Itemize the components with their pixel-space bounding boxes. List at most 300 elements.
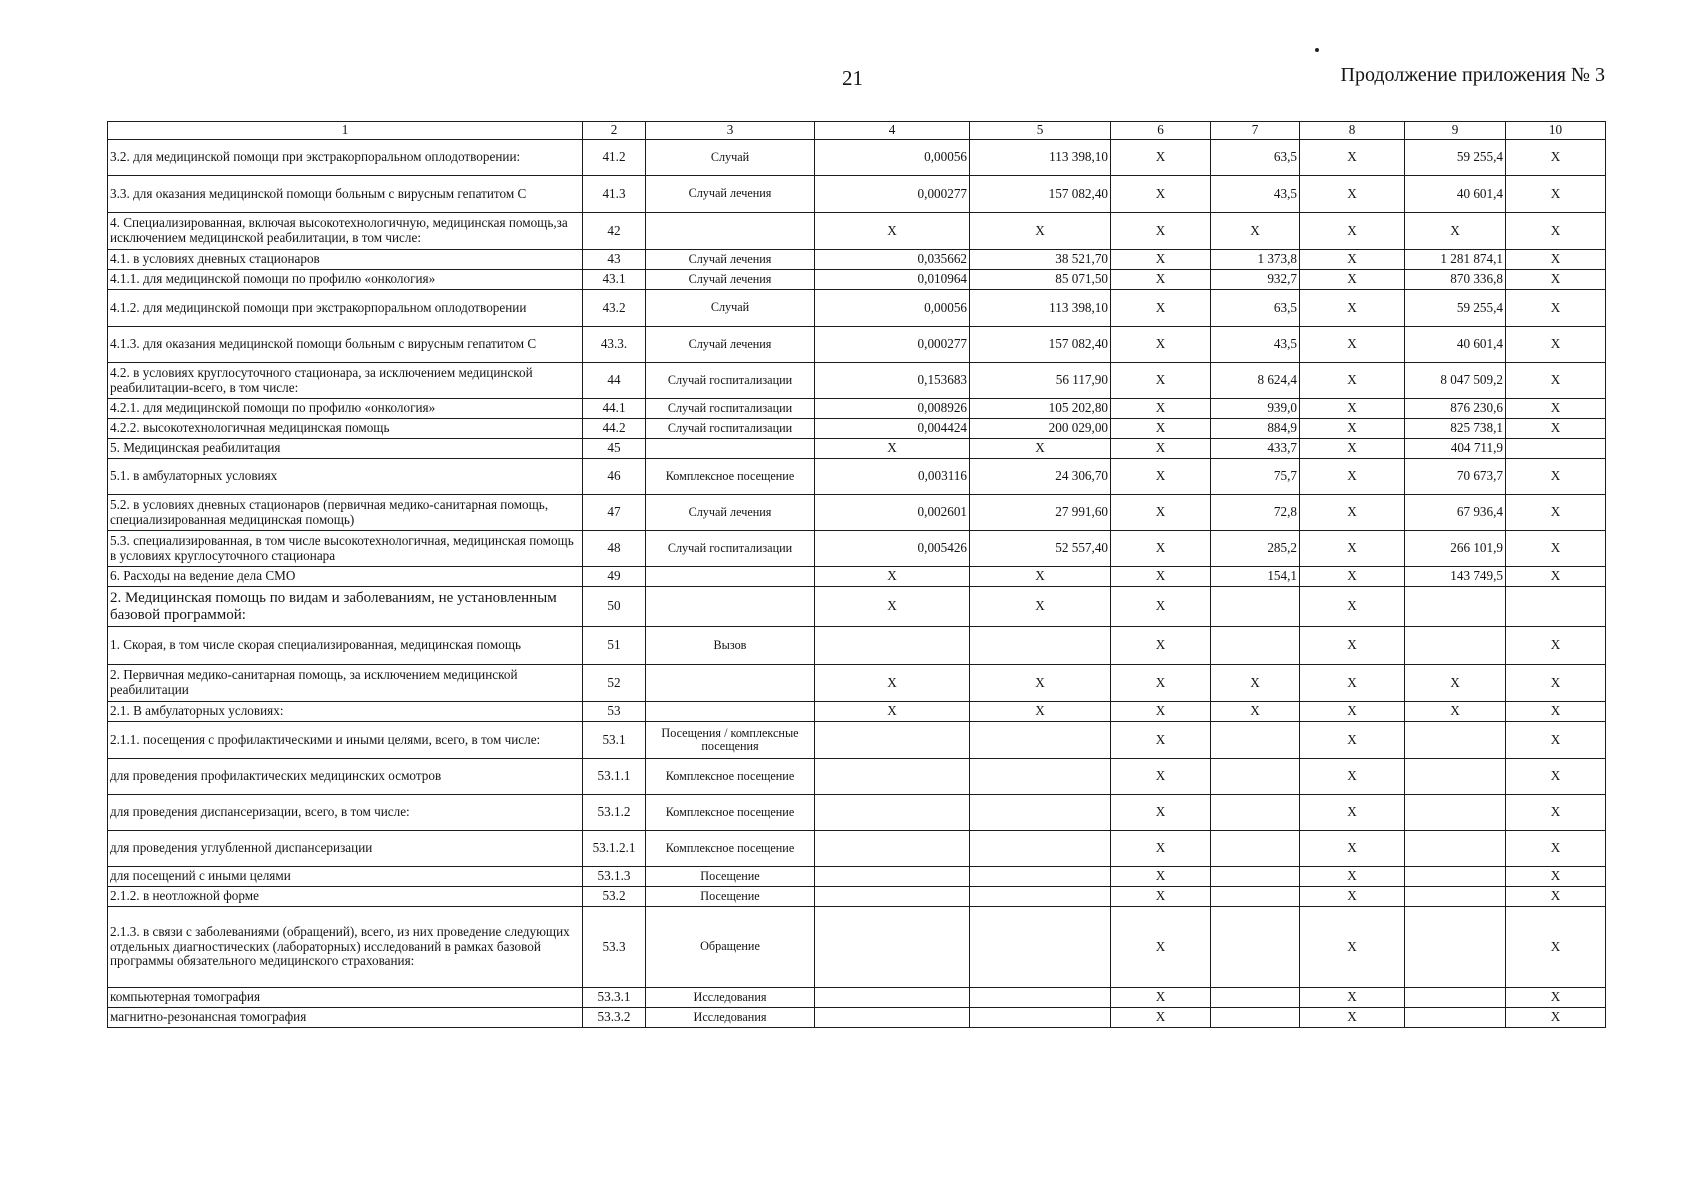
row-code: 53.3.1 (583, 988, 646, 1008)
col7-cell (1211, 907, 1300, 988)
col10-cell: X (1506, 759, 1606, 795)
col8-cell: X (1300, 140, 1405, 176)
col7-cell (1211, 988, 1300, 1008)
col6-cell: X (1111, 140, 1211, 176)
row-code: 52 (583, 665, 646, 702)
cost-norm: X (970, 665, 1111, 702)
col9-cell: 59 255,4 (1405, 290, 1506, 327)
row-code: 50 (583, 587, 646, 627)
table-row (108, 399, 1606, 419)
row-code: 43.3. (583, 327, 646, 363)
col10-cell (1506, 587, 1606, 627)
cost-norm (970, 988, 1111, 1008)
col8-cell: X (1300, 213, 1405, 250)
volume-norm (815, 759, 970, 795)
volume-norm (815, 627, 970, 665)
col10-cell: X (1506, 795, 1606, 831)
cost-norm: 200 029,00 (970, 419, 1111, 439)
col6-cell: X (1111, 887, 1211, 907)
col8-cell: X (1300, 702, 1405, 722)
volume-norm: 0,004424 (815, 419, 970, 439)
col9-cell (1405, 1008, 1506, 1028)
volume-norm: X (815, 213, 970, 250)
col9-cell: 59 255,4 (1405, 140, 1506, 176)
unit-cell: Случай лечения (646, 176, 815, 213)
cost-norm: 157 082,40 (970, 327, 1111, 363)
row-label: 4.2. в условиях круглосуточного стационара, за исключением медицинской реабилитации-всего, в том числе: (108, 363, 583, 399)
col8-cell: X (1300, 722, 1405, 759)
col9-cell (1405, 722, 1506, 759)
column-number: 4 (815, 122, 970, 140)
col6-cell: X (1111, 702, 1211, 722)
column-number: 6 (1111, 122, 1211, 140)
col8-cell: X (1300, 887, 1405, 907)
col6-cell: X (1111, 627, 1211, 665)
col10-cell: X (1506, 250, 1606, 270)
row-code: 51 (583, 627, 646, 665)
col10-cell: X (1506, 270, 1606, 290)
col9-cell: 70 673,7 (1405, 459, 1506, 495)
table-row (108, 1008, 1606, 1028)
col7-cell (1211, 587, 1300, 627)
col10-cell: X (1506, 213, 1606, 250)
col8-cell: X (1300, 867, 1405, 887)
row-code: 53.3 (583, 907, 646, 988)
col10-cell: X (1506, 887, 1606, 907)
col9-cell (1405, 907, 1506, 988)
table-row (108, 867, 1606, 887)
volume-norm (815, 831, 970, 867)
volume-norm: X (815, 587, 970, 627)
col9-cell (1405, 627, 1506, 665)
col9-cell (1405, 795, 1506, 831)
col7-cell (1211, 867, 1300, 887)
row-code: 43.2 (583, 290, 646, 327)
row-label: 1. Скорая, в том числе скорая специализированная, медицинская помощь (108, 627, 583, 665)
col9-cell (1405, 587, 1506, 627)
col10-cell: X (1506, 567, 1606, 587)
cost-norm (970, 795, 1111, 831)
column-number: 3 (646, 122, 815, 140)
table-row (108, 587, 1606, 627)
volume-norm (815, 887, 970, 907)
col6-cell: X (1111, 250, 1211, 270)
unit-cell (646, 567, 815, 587)
cost-norm (970, 759, 1111, 795)
col9-cell: X (1405, 213, 1506, 250)
cost-norm: X (970, 213, 1111, 250)
row-label: 4.1.3. для оказания медицинской помощи больным с вирусным гепатитом С (108, 327, 583, 363)
unit-cell: Случай лечения (646, 327, 815, 363)
table-row (108, 495, 1606, 531)
volume-norm: 0,035662 (815, 250, 970, 270)
unit-cell: Посещение (646, 887, 815, 907)
col7-cell: 63,5 (1211, 290, 1300, 327)
col9-cell: 40 601,4 (1405, 176, 1506, 213)
table-row (108, 627, 1606, 665)
table-row (108, 759, 1606, 795)
col8-cell: X (1300, 759, 1405, 795)
col6-cell: X (1111, 1008, 1211, 1028)
col7-cell (1211, 887, 1300, 907)
col10-cell: X (1506, 702, 1606, 722)
row-label: 5.3. специализированная, в том числе высокотехнологичная, медицинская помощь в условиях круглосуточного стационара (108, 531, 583, 567)
row-label: 2. Медицинская помощь по видам и заболеваниям, не установленным базовой программой: (108, 587, 583, 627)
cost-norm: 56 117,90 (970, 363, 1111, 399)
volume-norm: 0,005426 (815, 531, 970, 567)
row-code: 43.1 (583, 270, 646, 290)
col6-cell: X (1111, 759, 1211, 795)
row-code: 44 (583, 363, 646, 399)
cost-norm: X (970, 567, 1111, 587)
col9-cell: 825 738,1 (1405, 419, 1506, 439)
col10-cell: X (1506, 531, 1606, 567)
table-row (108, 907, 1606, 988)
row-code: 53.1.2.1 (583, 831, 646, 867)
col10-cell: X (1506, 831, 1606, 867)
col6-cell: X (1111, 907, 1211, 988)
col8-cell: X (1300, 290, 1405, 327)
col8-cell: X (1300, 363, 1405, 399)
cost-norm: 38 521,70 (970, 250, 1111, 270)
row-label: 5.2. в условиях дневных стационаров (первичная медико-санитарная помощь, специализированная медицинская помощь) (108, 495, 583, 531)
volume-norm: 0,003116 (815, 459, 970, 495)
cost-norm (970, 722, 1111, 759)
col10-cell: X (1506, 988, 1606, 1008)
col7-cell: 154,1 (1211, 567, 1300, 587)
row-code: 41.3 (583, 176, 646, 213)
col10-cell: X (1506, 459, 1606, 495)
row-label: для проведения углубленной диспансеризации (108, 831, 583, 867)
row-code: 41.2 (583, 140, 646, 176)
volume-norm: X (815, 567, 970, 587)
col10-cell: X (1506, 140, 1606, 176)
col7-cell: 75,7 (1211, 459, 1300, 495)
col6-cell: X (1111, 213, 1211, 250)
col8-cell: X (1300, 439, 1405, 459)
col6-cell: X (1111, 795, 1211, 831)
cost-norm: 85 071,50 (970, 270, 1111, 290)
col7-cell: 932,7 (1211, 270, 1300, 290)
column-number: 5 (970, 122, 1111, 140)
volume-norm (815, 867, 970, 887)
volume-norm: 0,002601 (815, 495, 970, 531)
col8-cell: X (1300, 831, 1405, 867)
volume-norm (815, 988, 970, 1008)
col9-cell (1405, 867, 1506, 887)
column-number-row (108, 122, 1606, 140)
col9-cell: 870 336,8 (1405, 270, 1506, 290)
volume-norm: 0,00056 (815, 290, 970, 327)
row-code: 45 (583, 439, 646, 459)
unit-cell (646, 702, 815, 722)
col9-cell: 876 230,6 (1405, 399, 1506, 419)
unit-cell: Случай лечения (646, 270, 815, 290)
table-row (108, 531, 1606, 567)
col6-cell: X (1111, 176, 1211, 213)
page-number: 21 (842, 66, 863, 90)
col7-cell: 72,8 (1211, 495, 1300, 531)
unit-cell (646, 587, 815, 627)
row-code: 47 (583, 495, 646, 531)
cost-norm (970, 907, 1111, 988)
col8-cell: X (1300, 627, 1405, 665)
row-code: 53.2 (583, 887, 646, 907)
unit-cell: Случай лечения (646, 250, 815, 270)
col7-cell (1211, 759, 1300, 795)
cost-norm: X (970, 587, 1111, 627)
table-body (108, 122, 1606, 1028)
table-row (108, 988, 1606, 1008)
col6-cell: X (1111, 290, 1211, 327)
table-row (108, 722, 1606, 759)
unit-cell: Случай госпитализации (646, 399, 815, 419)
row-label: для проведения профилактических медицинских осмотров (108, 759, 583, 795)
col10-cell: X (1506, 907, 1606, 988)
table-row (108, 665, 1606, 702)
table-row (108, 887, 1606, 907)
col6-cell: X (1111, 988, 1211, 1008)
col7-cell: X (1211, 665, 1300, 702)
unit-cell: Случай госпитализации (646, 363, 815, 399)
col9-cell: 67 936,4 (1405, 495, 1506, 531)
col10-cell: X (1506, 399, 1606, 419)
col8-cell: X (1300, 567, 1405, 587)
col10-cell: X (1506, 176, 1606, 213)
col6-cell: X (1111, 587, 1211, 627)
row-code: 48 (583, 531, 646, 567)
col7-cell: 939,0 (1211, 399, 1300, 419)
unit-cell (646, 439, 815, 459)
table-row (108, 140, 1606, 176)
col6-cell: X (1111, 531, 1211, 567)
volume-norm: 0,000277 (815, 327, 970, 363)
row-label: 2.1. В амбулаторных условиях: (108, 702, 583, 722)
col10-cell: X (1506, 722, 1606, 759)
col7-cell (1211, 795, 1300, 831)
table-row (108, 795, 1606, 831)
cost-norm: X (970, 702, 1111, 722)
unit-cell: Посещение (646, 867, 815, 887)
col7-cell: 433,7 (1211, 439, 1300, 459)
table-row (108, 213, 1606, 250)
cost-norm (970, 867, 1111, 887)
cost-norm: 24 306,70 (970, 459, 1111, 495)
col6-cell: X (1111, 459, 1211, 495)
unit-cell: Случай госпитализации (646, 419, 815, 439)
col8-cell: X (1300, 327, 1405, 363)
row-code: 44.1 (583, 399, 646, 419)
col7-cell: 63,5 (1211, 140, 1300, 176)
col8-cell: X (1300, 270, 1405, 290)
col7-cell: 43,5 (1211, 327, 1300, 363)
col8-cell: X (1300, 531, 1405, 567)
col6-cell: X (1111, 567, 1211, 587)
col10-cell: X (1506, 363, 1606, 399)
cost-norm: 27 991,60 (970, 495, 1111, 531)
cost-norm: 157 082,40 (970, 176, 1111, 213)
row-code: 44.2 (583, 419, 646, 439)
col8-cell: X (1300, 587, 1405, 627)
table-row (108, 290, 1606, 327)
cost-norm (970, 627, 1111, 665)
col8-cell: X (1300, 250, 1405, 270)
col10-cell: X (1506, 867, 1606, 887)
unit-cell: Посещения / комплексные посещения (646, 722, 815, 759)
indicators-table (107, 121, 1606, 1028)
col7-cell: X (1211, 213, 1300, 250)
row-label: 4.1.2. для медицинской помощи при экстракорпоральном оплодотворении (108, 290, 583, 327)
cost-norm: 52 557,40 (970, 531, 1111, 567)
col9-cell: 1 281 874,1 (1405, 250, 1506, 270)
scan-dot (1315, 48, 1319, 52)
row-label: 3.3. для оказания медицинской помощи больным с вирусным гепатитом С (108, 176, 583, 213)
cost-norm: 113 398,10 (970, 290, 1111, 327)
unit-cell: Обращение (646, 907, 815, 988)
col6-cell: X (1111, 419, 1211, 439)
unit-cell: Случай лечения (646, 495, 815, 531)
volume-norm (815, 795, 970, 831)
row-label: компьютерная томография (108, 988, 583, 1008)
cost-norm: 113 398,10 (970, 140, 1111, 176)
col7-cell: 285,2 (1211, 531, 1300, 567)
cost-norm: X (970, 439, 1111, 459)
cost-norm (970, 1008, 1111, 1028)
table-row (108, 327, 1606, 363)
row-code: 53.3.2 (583, 1008, 646, 1028)
col9-cell (1405, 759, 1506, 795)
unit-cell: Комплексное посещение (646, 795, 815, 831)
unit-cell: Комплексное посещение (646, 759, 815, 795)
table-row (108, 176, 1606, 213)
row-code: 43 (583, 250, 646, 270)
row-label: для проведения диспансеризации, всего, в том числе: (108, 795, 583, 831)
row-label: 4.2.2. высокотехнологичная медицинская помощь (108, 419, 583, 439)
col7-cell: 1 373,8 (1211, 250, 1300, 270)
cost-norm (970, 831, 1111, 867)
row-code: 46 (583, 459, 646, 495)
row-label: 2.1.3. в связи с заболеваниями (обращений), всего, из них проведение следующих отдельных диагностических (лабораторных) исследований в рамках базовой программы обязательного медицинского страхования: (108, 907, 583, 988)
row-label: 4.1.1. для медицинской помощи по профилю «онкология» (108, 270, 583, 290)
volume-norm: X (815, 665, 970, 702)
row-code: 53.1 (583, 722, 646, 759)
row-label: 4. Специализированная, включая высокотехнологичную, медицинская помощь,за исключением медицинской реабилитации, в том числе: (108, 213, 583, 250)
col7-cell: 43,5 (1211, 176, 1300, 213)
table-row (108, 250, 1606, 270)
unit-cell: Случай (646, 290, 815, 327)
col9-cell (1405, 988, 1506, 1008)
volume-norm: 0,00056 (815, 140, 970, 176)
row-code: 53.1.1 (583, 759, 646, 795)
volume-norm: 0,008926 (815, 399, 970, 419)
unit-cell: Комплексное посещение (646, 831, 815, 867)
unit-cell (646, 665, 815, 702)
unit-cell: Исследования (646, 988, 815, 1008)
volume-norm: 0,000277 (815, 176, 970, 213)
col6-cell: X (1111, 439, 1211, 459)
column-number: 10 (1506, 122, 1606, 140)
col8-cell: X (1300, 399, 1405, 419)
col6-cell: X (1111, 327, 1211, 363)
cost-norm: 105 202,80 (970, 399, 1111, 419)
col9-cell: 8 047 509,2 (1405, 363, 1506, 399)
column-number: 7 (1211, 122, 1300, 140)
col6-cell: X (1111, 665, 1211, 702)
row-code: 53.1.2 (583, 795, 646, 831)
row-label: магнитно-резонансная томография (108, 1008, 583, 1028)
volume-norm: X (815, 702, 970, 722)
cost-norm (970, 887, 1111, 907)
col9-cell: X (1405, 702, 1506, 722)
column-number: 9 (1405, 122, 1506, 140)
col7-cell: 8 624,4 (1211, 363, 1300, 399)
col9-cell: 143 749,5 (1405, 567, 1506, 587)
col9-cell: 404 711,9 (1405, 439, 1506, 459)
col8-cell: X (1300, 1008, 1405, 1028)
row-label: 5. Медицинская реабилитация (108, 439, 583, 459)
table-row (108, 439, 1606, 459)
col7-cell: X (1211, 702, 1300, 722)
column-number: 1 (108, 122, 583, 140)
column-number: 2 (583, 122, 646, 140)
column-number: 8 (1300, 122, 1405, 140)
col8-cell: X (1300, 176, 1405, 213)
row-label: 6. Расходы на ведение дела СМО (108, 567, 583, 587)
col10-cell: X (1506, 1008, 1606, 1028)
unit-cell: Случай госпитализации (646, 531, 815, 567)
table-row (108, 831, 1606, 867)
col6-cell: X (1111, 722, 1211, 759)
row-label: 2. Первичная медико-санитарная помощь, за исключением медицинской реабилитации (108, 665, 583, 702)
col6-cell: X (1111, 399, 1211, 419)
col7-cell (1211, 1008, 1300, 1028)
row-label: 5.1. в амбулаторных условиях (108, 459, 583, 495)
volume-norm (815, 1008, 970, 1028)
row-code: 49 (583, 567, 646, 587)
col8-cell: X (1300, 795, 1405, 831)
col9-cell (1405, 831, 1506, 867)
unit-cell: Исследования (646, 1008, 815, 1028)
col7-cell: 884,9 (1211, 419, 1300, 439)
col9-cell: X (1405, 665, 1506, 702)
volume-norm: 0,010964 (815, 270, 970, 290)
row-label: для посещений с иными целями (108, 867, 583, 887)
table-row (108, 419, 1606, 439)
row-label: 2.1.1. посещения с профилактическими и иными целями, всего, в том числе: (108, 722, 583, 759)
col6-cell: X (1111, 495, 1211, 531)
col10-cell: X (1506, 495, 1606, 531)
col10-cell (1506, 439, 1606, 459)
col6-cell: X (1111, 831, 1211, 867)
volume-norm: 0,153683 (815, 363, 970, 399)
col6-cell: X (1111, 867, 1211, 887)
col7-cell (1211, 627, 1300, 665)
table-row (108, 363, 1606, 399)
row-label: 4.1. в условиях дневных стационаров (108, 250, 583, 270)
col8-cell: X (1300, 665, 1405, 702)
col9-cell (1405, 887, 1506, 907)
col10-cell: X (1506, 419, 1606, 439)
row-code: 42 (583, 213, 646, 250)
col8-cell: X (1300, 459, 1405, 495)
unit-cell: Комплексное посещение (646, 459, 815, 495)
col10-cell: X (1506, 327, 1606, 363)
col6-cell: X (1111, 270, 1211, 290)
appendix-continuation-title: Продолжение приложения № 3 (1340, 64, 1605, 86)
volume-norm (815, 722, 970, 759)
row-label: 3.2. для медицинской помощи при экстракорпоральном оплодотворении: (108, 140, 583, 176)
row-label: 2.1.2. в неотложной форме (108, 887, 583, 907)
